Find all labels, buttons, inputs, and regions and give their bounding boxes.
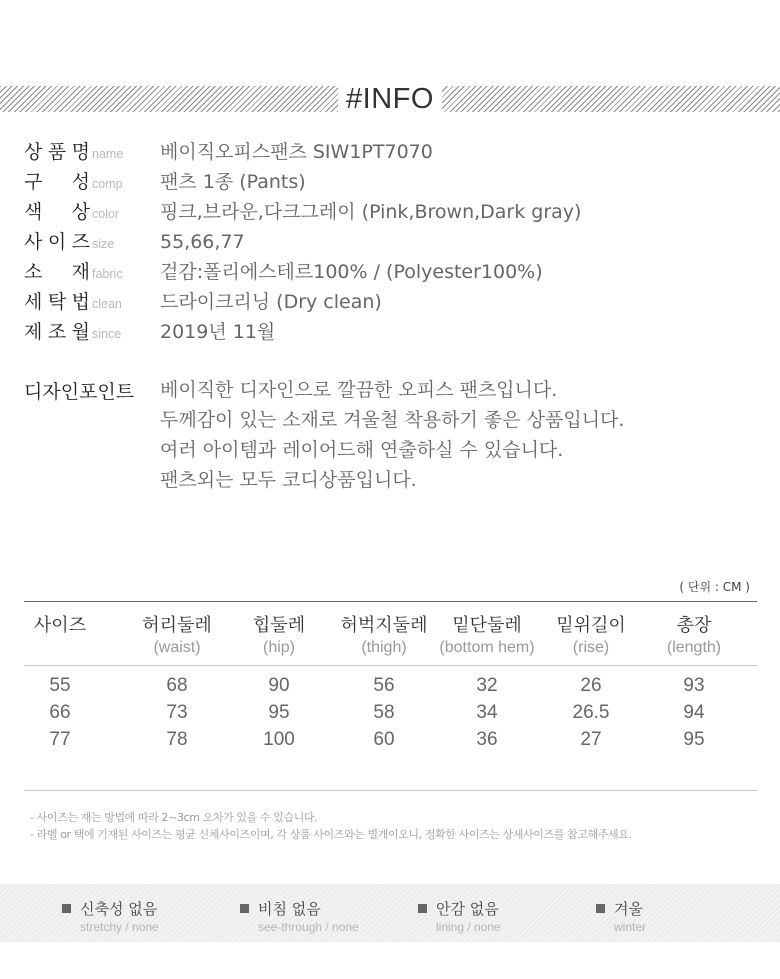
info-label-en: clean bbox=[92, 297, 122, 311]
square-bullet-icon bbox=[240, 904, 249, 913]
table-header: 허리둘레 bbox=[142, 615, 212, 636]
table-cell: 94 bbox=[683, 702, 705, 723]
table-header-en: (length) bbox=[666, 639, 722, 656]
info-row bbox=[24, 317, 275, 343]
info-title: #INFO bbox=[338, 82, 442, 116]
table-cell: 60 bbox=[373, 729, 395, 750]
info-label-char: 품 bbox=[47, 141, 67, 163]
info-label-en: size bbox=[92, 237, 115, 251]
info-row bbox=[24, 257, 543, 283]
info-label-en: comp bbox=[92, 177, 123, 191]
design-point-line: 베이직한 디자인으로 깔끔한 오피스 팬츠입니다. bbox=[160, 379, 558, 401]
info-value: 드라이크리닝 (Dry clean) bbox=[160, 291, 382, 313]
design-point-line: 팬츠외는 모두 코디상품입니다. bbox=[160, 469, 417, 491]
feature-label: 신축성 없음 bbox=[80, 900, 158, 918]
info-label bbox=[24, 197, 90, 224]
info-row bbox=[24, 197, 581, 223]
info-label-char: 조 bbox=[47, 321, 67, 343]
design-point-line: 두께감이 있는 소재로 겨울철 착용하기 좋은 상품입니다. bbox=[160, 409, 625, 431]
table-header: 밑단둘레 bbox=[452, 615, 522, 636]
table-cell: 56 bbox=[373, 675, 395, 696]
info-label-char: 법 bbox=[71, 291, 90, 313]
info-title-band bbox=[0, 83, 780, 115]
design-point-line: 여러 아이템과 레이어드해 연출하실 수 있습니다. bbox=[160, 439, 564, 461]
feature-label: 비침 없음 bbox=[258, 900, 321, 918]
info-value: 55,66,77 bbox=[160, 231, 245, 253]
info-value: 겉감:폴리에스테르100% / (Polyester100%) bbox=[160, 261, 543, 283]
table-header-rule bbox=[24, 665, 757, 666]
info-label bbox=[24, 317, 90, 344]
feature-band bbox=[0, 884, 780, 942]
feature-main bbox=[418, 898, 501, 919]
info-label-char: 구 bbox=[24, 171, 43, 193]
feature-label-en: winter bbox=[614, 920, 647, 934]
info-label bbox=[24, 227, 90, 254]
info-label-en: name bbox=[92, 147, 124, 161]
table-header-en: (rise) bbox=[572, 639, 610, 656]
table-cell: 77 bbox=[49, 729, 71, 750]
size-note: - 사이즈는 재는 방법에 따라 2~3cm 오차가 있을 수 있습니다. bbox=[30, 811, 318, 824]
table-cell: 78 bbox=[166, 729, 188, 750]
size-note: - 라벨 or 택에 기재된 사이즈는 평균 신체사이즈이며, 각 상품 사이즈와는 별개이오니, 정확한 사이즈는 상세사이즈를 참고해주세요. bbox=[30, 828, 632, 841]
square-bullet-icon bbox=[62, 904, 71, 913]
feature-item bbox=[418, 898, 501, 934]
table-cell: 93 bbox=[683, 675, 705, 696]
design-point-label: 디자인포인트 bbox=[24, 381, 135, 403]
table-header-en: (waist) bbox=[153, 639, 201, 656]
table-cell: 26 bbox=[580, 675, 602, 696]
info-label-char: 재 bbox=[71, 261, 90, 283]
info-label-en: since bbox=[92, 327, 122, 341]
table-cell: 34 bbox=[476, 702, 498, 723]
info-label-char: 명 bbox=[71, 141, 90, 163]
table-cell: 27 bbox=[580, 729, 602, 750]
table-cell: 68 bbox=[166, 675, 188, 696]
feature-main bbox=[596, 898, 646, 919]
info-label-char: 사 bbox=[24, 231, 43, 253]
table-header-en: (bottom hem) bbox=[439, 639, 535, 656]
size-unit-label: ( 단위 : CM ) bbox=[679, 580, 750, 594]
info-label-char: 제 bbox=[24, 321, 43, 343]
table-bottom-rule bbox=[24, 790, 757, 791]
feature-main bbox=[240, 898, 359, 919]
info-label bbox=[24, 137, 90, 164]
info-label-char: 성 bbox=[71, 171, 90, 193]
feature-label-en: lining / none bbox=[436, 920, 501, 934]
table-cell: 95 bbox=[268, 702, 290, 723]
info-label-char: 이 bbox=[47, 231, 67, 253]
table-header: 사이즈 bbox=[33, 615, 87, 636]
info-value: 팬츠 1종 (Pants) bbox=[160, 171, 306, 193]
info-value: 2019년 11월 bbox=[160, 321, 276, 343]
info-label-char: 상 bbox=[71, 201, 90, 223]
info-label bbox=[24, 257, 90, 284]
info-label-en: fabric bbox=[92, 267, 123, 281]
table-cell: 36 bbox=[476, 729, 498, 750]
table-header: 밑위길이 bbox=[556, 615, 626, 636]
feature-label: 겨울 bbox=[614, 900, 643, 918]
design-point-text bbox=[160, 375, 624, 495]
info-row bbox=[24, 137, 433, 163]
square-bullet-icon bbox=[418, 904, 427, 913]
square-bullet-icon bbox=[596, 904, 605, 913]
info-label-char: 상 bbox=[24, 141, 43, 163]
info-label-char: 즈 bbox=[71, 231, 90, 253]
table-cell: 95 bbox=[683, 729, 705, 750]
info-label-char: 탁 bbox=[47, 291, 67, 313]
info-row bbox=[24, 167, 306, 193]
feature-item bbox=[240, 898, 359, 934]
table-top-rule bbox=[24, 601, 757, 602]
info-label-char: 세 bbox=[24, 291, 43, 313]
table-cell: 90 bbox=[268, 675, 290, 696]
table-header-en: (thigh) bbox=[361, 639, 407, 656]
table-header: 총장 bbox=[676, 615, 712, 636]
table-cell: 100 bbox=[263, 729, 295, 750]
table-header: 허벅지둘레 bbox=[340, 615, 428, 636]
table-header-en: (hip) bbox=[262, 639, 296, 656]
table-cell: 58 bbox=[373, 702, 395, 723]
feature-item bbox=[62, 898, 159, 934]
info-label bbox=[24, 287, 90, 314]
feature-label-en: stretchy / none bbox=[80, 920, 159, 934]
info-value: 핑크,브라운,다크그레이 (Pink,Brown,Dark gray) bbox=[160, 201, 582, 223]
table-cell: 73 bbox=[166, 702, 188, 723]
info-label-en: color bbox=[92, 207, 120, 221]
info-label-char: 색 bbox=[24, 201, 43, 223]
table-cell: 32 bbox=[476, 675, 498, 696]
feature-main bbox=[62, 898, 159, 919]
table-header: 힙둘레 bbox=[252, 615, 306, 636]
feature-item bbox=[596, 898, 646, 934]
table-cell: 55 bbox=[49, 675, 71, 696]
table-cell: 66 bbox=[49, 702, 71, 723]
info-label-char: 소 bbox=[24, 261, 43, 283]
info-value: 베이직오피스팬츠 SIW1PT7070 bbox=[160, 141, 433, 163]
feature-label: 안감 없음 bbox=[436, 900, 499, 918]
feature-label-en: see-through / none bbox=[258, 920, 359, 934]
table-cell: 26.5 bbox=[572, 702, 610, 723]
info-label bbox=[24, 167, 90, 194]
info-row bbox=[24, 287, 382, 313]
info-label-char: 월 bbox=[71, 321, 90, 343]
info-row bbox=[24, 227, 245, 253]
